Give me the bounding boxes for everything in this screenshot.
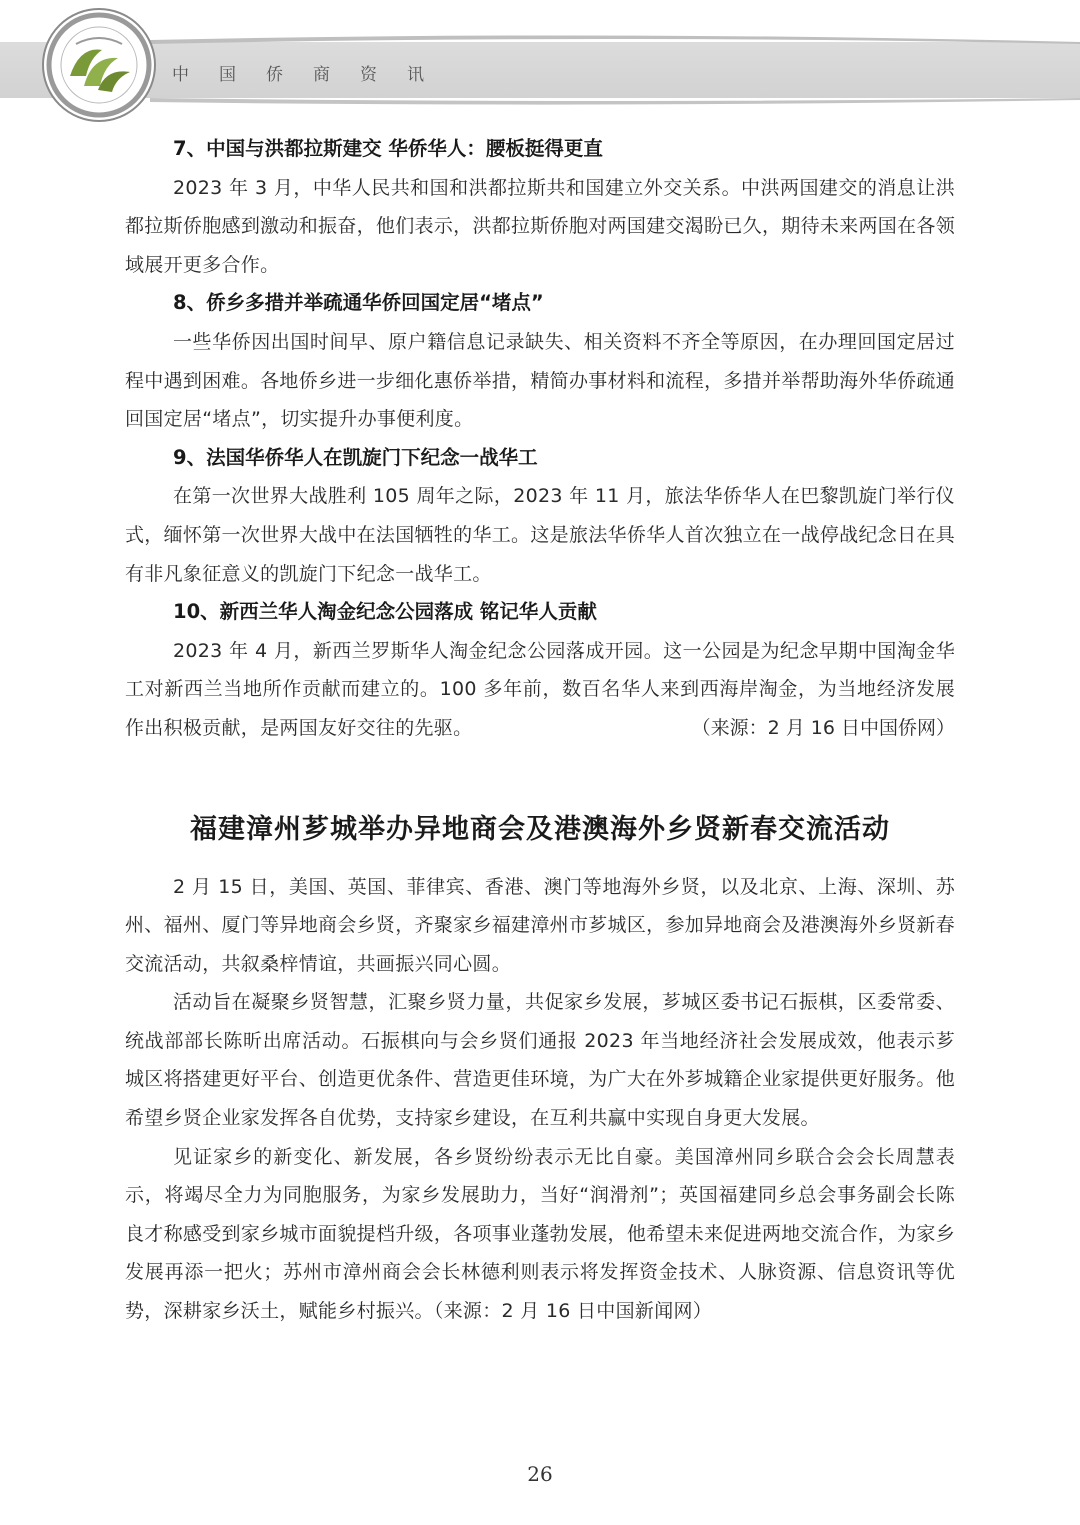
header-wave-decoration — [0, 0, 1080, 130]
news-heading-8: 8、侨乡多措并举疏通华侨回国定居“堵点” — [173, 291, 544, 315]
publication-title: 中国侨商资讯 — [172, 65, 454, 85]
news-heading-7: 7、中国与洪都拉斯建交 华侨华人：腰板挺得更直 — [173, 137, 603, 160]
article-paragraph-1: 2 月 15 日，美国、英国、菲律宾、香港、澳门等地海外乡贤，以及北京、上海、深圳、苏州、福州、厦门等异地商会乡贤，齐聚家乡福建漳州市芗城区，参加异地商会及港澳海外乡贤新春交流活动，共叙桑梓情谊，共画振兴同心圆。 — [125, 875, 955, 975]
article-paragraph-3 — [125, 1138, 955, 1331]
federation-logo-icon — [40, 6, 158, 124]
article-paragraph-3-text: 见证家乡的新变化、新发展，各乡贤纷纷表示无比自豪。美国漳州同乡联合会会长周慧表示，将竭尽全力为同胞服务，为家乡发展助力，当好“润滑剂”；英国福建同乡总会事务副会长陈良才称感受到家乡城市面貌提档升级，各项事业蓬勃发展，他希望未来促进两地交流合作，为家乡发展再添一把火；苏州市漳州商会会长林德利则表示将发挥资金技术、人脉资源、信息资讯等优势，深耕家乡沃土，赋能乡村振兴。 — [125, 1145, 955, 1323]
news-heading-10: 10、新西兰华人淘金纪念公园落成 铭记华人贡献 — [173, 600, 597, 624]
news-body-9: 在第一次世界大战胜利 105 周年之际，2023 年 11 月，旅法华侨华人在巴黎凯旋门举行仪式，缅怀第一次世界大战中在法国牺牲的华工。这是旅法华侨华人首次独立在一战停战纪念日在具有非凡象征意义的凯旋门下纪念一战华工。 — [125, 485, 955, 585]
news-source: （来源：2 月 16 日中国侨网） — [691, 716, 955, 739]
news-body-10 — [125, 632, 955, 748]
news-heading-9: 9、法国华侨华人在凯旋门下纪念一战华工 — [173, 445, 538, 469]
article-title: 福建漳州芗城举办异地商会及港澳海外乡贤新春交流活动 — [190, 813, 890, 845]
page-number: 26 — [527, 1462, 553, 1486]
article-source: （来源：2 月 16 日中国新闻网） — [433, 1300, 713, 1323]
news-body-10-text: 2023 年 4 月，新西兰罗斯华人淘金纪念公园落成开园。这一公园是为纪念早期中国淘金华工对新西兰当地所作贡献而建立的。100 多年前，数百名华人来到西海岸淘金，为当地经济发展作出积极贡献，是两国友好交往的先驱。 — [125, 639, 955, 739]
news-body-8: 一些华侨因出国时间早、原户籍信息记录缺失、相关资料不齐全等原因，在办理回国定居过程中遇到困难。各地侨乡进一步细化惠侨举措，精简办事材料和流程，多措并举帮助海外华侨疏通回国定居“堵点”，切实提升办事便利度。 — [125, 330, 955, 431]
article-paragraph-2: 活动旨在凝聚乡贤智慧，汇聚乡贤力量，共促家乡发展，芗城区委书记石振棋，区委常委、统战部部长陈昕出席活动。石振棋向与会乡贤们通报 2023 年当地经济社会发展成效，他表示芗城区将搭建更好平台、创造更优条件、营造更佳环境，为广大在外芗城籍企业家提供更好服务。他希望乡贤企业家发挥各自优势，支持家乡建设，在互利共赢中实现自身更大发展。 — [125, 991, 955, 1130]
news-body-7: 2023 年 3 月，中华人民共和国和洪都拉斯共和国建立外交关系。中洪两国建交的消息让洪都拉斯侨胞感到激动和振奋，他们表示，洪都拉斯侨胞对两国建交渴盼已久，期待未来两国在各领域展开更多合作。 — [125, 176, 955, 276]
page-content — [125, 130, 955, 1331]
